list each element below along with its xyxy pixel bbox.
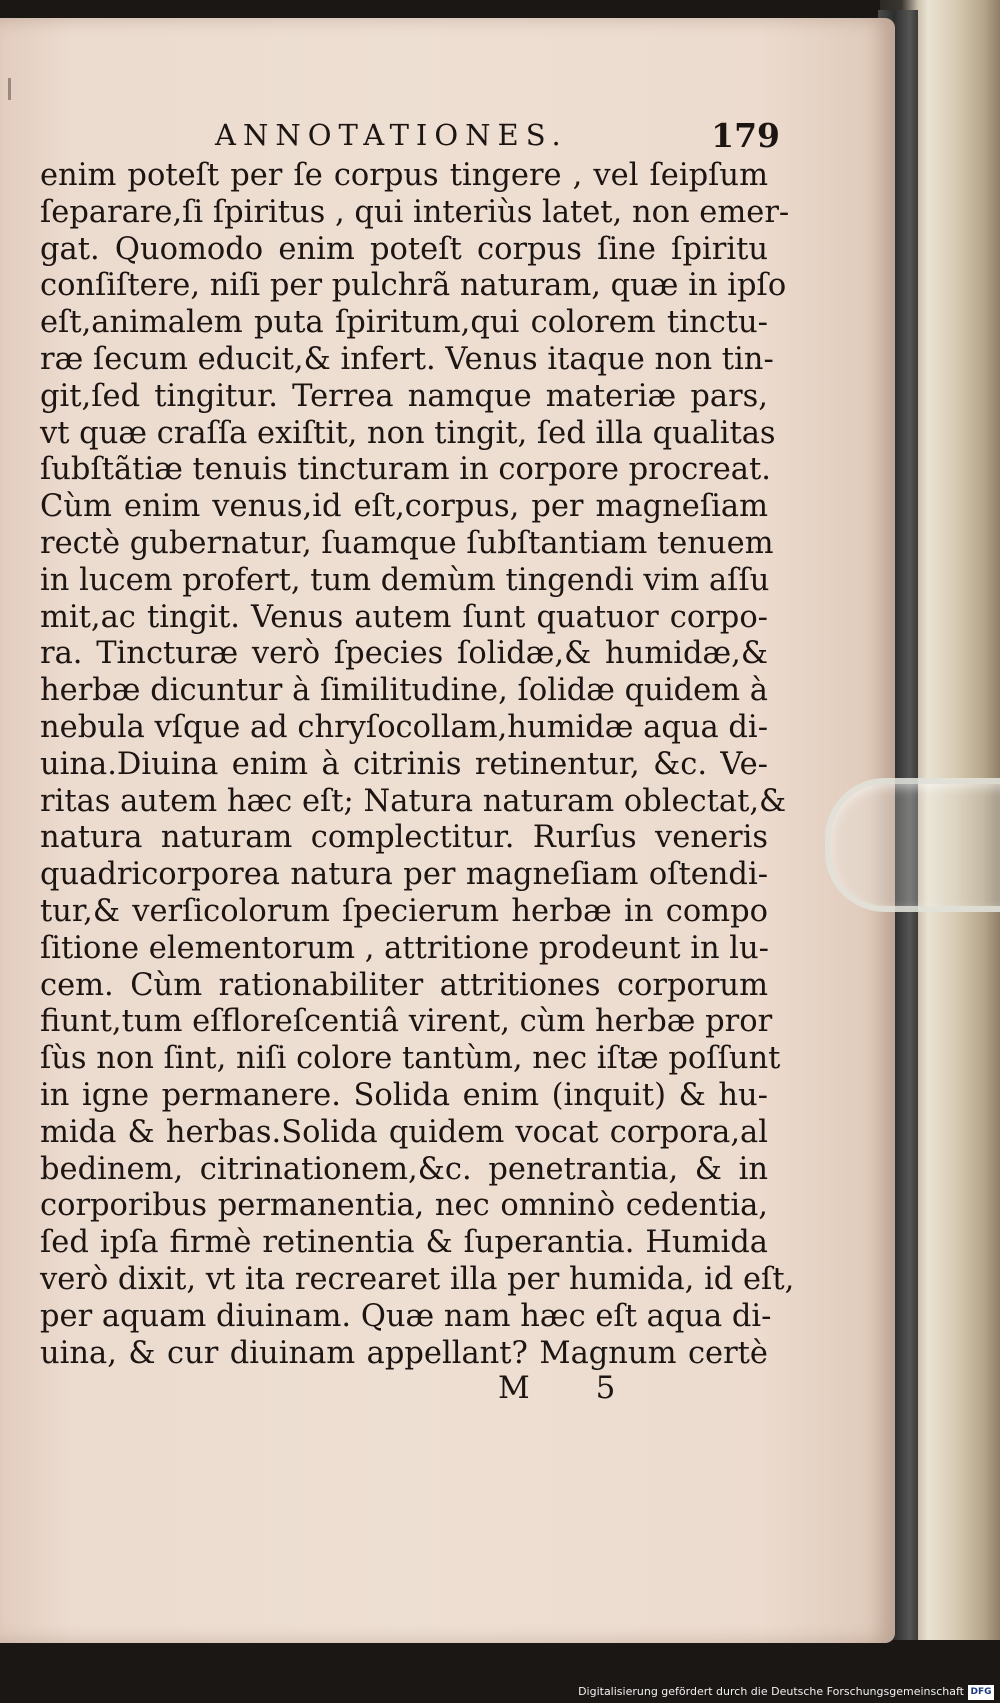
text-line: mida & herbas.Solida quidem vocat corpora,al [40, 1114, 768, 1150]
text-line: uina.Diuina enim à citrinis retinentur, &c. Ve- [40, 746, 768, 782]
dfg-logo: DFG [968, 1685, 994, 1700]
page-header [215, 118, 780, 158]
digitization-credit: Digitalisierung gefördert durch die Deutsche Forschungsgemeinschaft [578, 1685, 964, 1698]
text-line: ra. Tincturæ verò ſpecies ſolidæ,& humidæ,& [40, 636, 768, 672]
running-head: ANNOTATIONES. [215, 118, 568, 152]
text-line: ræ ſecum educit,& infert. Venus itaque non tin- [40, 341, 774, 377]
text-line: in lucem profert, tum demùm tingendi vim aſſu [40, 562, 770, 598]
text-line: rectè gubernatur, ſuamque ſubſtantiam tenuem [40, 525, 774, 561]
text-line: eſt,animalem puta ſpiritum,qui colorem tinctu- [40, 305, 768, 341]
text-line: ſùs non ſint, niſi colore tantùm, nec iſtæ poſſunt [40, 1041, 781, 1077]
text-line: herbæ dicuntur à ſimilitudine, ſolidæ quidem à [40, 673, 768, 709]
text-line: tur,& verſicolorum ſpecierum herbæ in compo [40, 893, 768, 929]
text-line: git,ſed tingitur. Terrea namque materiæ pars, [40, 378, 768, 414]
text-line: gat. Quomodo enim poteſt corpus ſine ſpiritu [40, 231, 768, 267]
text-line: quadricorporea natura per magneſiam oſtendi- [40, 857, 768, 893]
signature-mark: M 5 [498, 1370, 644, 1406]
text-line: cem. Cùm rationabiliter attritiones corporum [40, 967, 768, 1003]
page-clip [825, 778, 1000, 912]
text-line: enim poteſt per ſe corpus tingere , vel ſeipſum [40, 158, 768, 193]
text-line: bedinem, citrinationem,&c. penetrantia, & in [40, 1151, 768, 1187]
page-number: 179 [711, 116, 780, 155]
page-text [40, 116, 795, 1372]
text-line: ſubſtãtiæ tenuis tincturam in corpore procreat. [40, 452, 771, 488]
text-line: corporibus permanentia, nec omninò cedentia, [40, 1188, 768, 1224]
text-line: verò dixit, vt ita recrearet illa per humida, id eſt, [40, 1261, 795, 1297]
text-line: ritas autem hæc eſt; Natura naturam oblectat,& [40, 783, 787, 819]
text-line: vt quæ craſſa exiſtit, non tingit, ſed illa qualitas [40, 415, 776, 451]
text-line: per aquam diuinam. Quæ nam hæc eſt aqua di- [40, 1298, 772, 1334]
text-line: ſeparare,ſi ſpiritus , qui interiùs latet, non emer- [40, 194, 790, 230]
text-line: mit,ac tingit. Venus autem ſunt quatuor corpo- [40, 599, 768, 635]
margin-mark [8, 78, 11, 100]
text-lines [40, 158, 795, 1372]
text-line: uina, & cur diuinam appellant? Magnum certè [40, 1335, 768, 1371]
text-line: natura naturam complectitur. Rurſus veneris [40, 820, 768, 856]
text-line: conſiſtere, niſi per pulchrã naturam, quæ in ipſo [40, 268, 787, 304]
text-line: ſitione elementorum , attritione prodeunt in lu- [40, 930, 769, 966]
text-line: ſed ipſa firmè retinentia & ſuperantia. Humida [40, 1225, 768, 1261]
text-line: Cùm enim venus,id eſt,corpus, per magneſiam [40, 489, 768, 525]
text-line: nebula vſque ad chryſocollam,humidæ aqua di- [40, 709, 768, 745]
text-line: in igne permanere. Solida enim (inquit) & hu- [40, 1077, 768, 1113]
text-line: fiunt,tum eſfloreſcentiâ virent, cùm herbæ pror [40, 1004, 773, 1040]
